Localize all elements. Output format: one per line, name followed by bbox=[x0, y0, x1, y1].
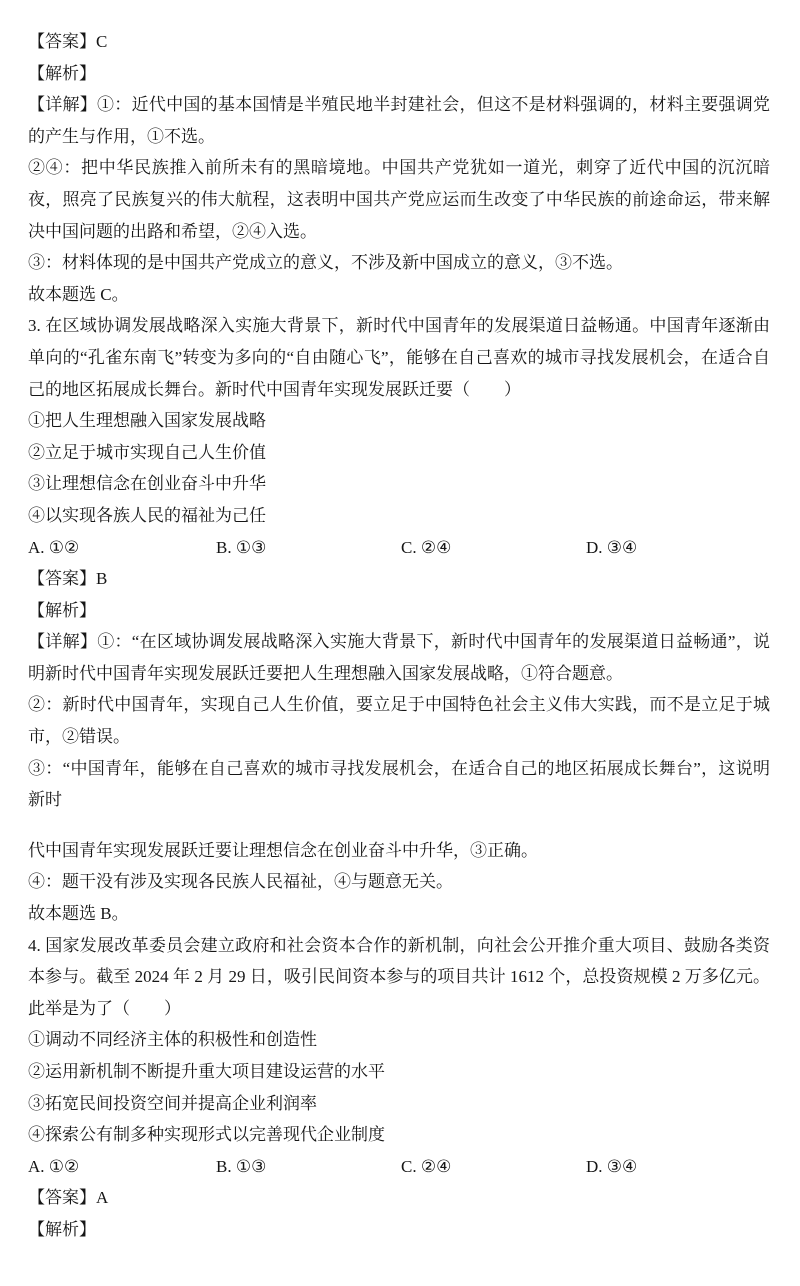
q3-choice-c: C. ②④ bbox=[401, 537, 452, 557]
q3-choice-b: B. ①③ bbox=[216, 537, 267, 557]
q4-choice-a: A. ①② bbox=[28, 1156, 80, 1176]
q4-option-1: ①调动不同经济主体的积极性和创造性 bbox=[28, 1030, 317, 1050]
q2-analysis-label: 【解析】 bbox=[28, 63, 96, 83]
q4-choice-d: D. ③④ bbox=[586, 1156, 638, 1176]
q3-option-2: ②立足于城市实现自己人生价值 bbox=[28, 442, 266, 462]
q3-detail-paragraph-3a: ③：“中国青年，能够在自己喜欢的城市寻找发展机会，在适合自己的地区拓展成长舞台”，这说明新时 bbox=[28, 758, 770, 810]
q3-option-3: ③让理想信念在创业奋斗中升华 bbox=[28, 474, 266, 494]
q4-choice-b: B. ①③ bbox=[216, 1156, 267, 1176]
q3-answer-line: 【答案】B bbox=[28, 569, 108, 589]
q4-analysis-label: 【解析】 bbox=[28, 1219, 96, 1239]
q2-detail-paragraph-3: ③：材料体现的是中国共产党成立的意义，不涉及新中国成立的意义，③不选。 bbox=[28, 253, 623, 273]
q2-conclusion-line: 故本题选 C。 bbox=[28, 284, 129, 304]
q4-option-3: ③拓宽民间投资空间并提高企业利润率 bbox=[28, 1093, 317, 1113]
q3-option-4: ④以实现各族人民的福祉为己任 bbox=[28, 505, 266, 525]
q4-question-stem: 4. 国家发展改革委员会建立政府和社会资本合作的新机制，向社会公开推介重大项目、鼓励各类资本参与。截至 2024 年 2 月 29 日，吸引民间资本参与的项目共计 1612 个，总投资规模 2 万多亿元。此举是为了（ ） bbox=[28, 935, 770, 1018]
q3-conclusion-line: 故本题选 B。 bbox=[28, 904, 129, 924]
q3-detail-paragraph-3b: 代中国青年实现发展跃迁要让理想信念在创业奋斗中升华，③正确。 bbox=[28, 840, 538, 860]
q4-choice-c: C. ②④ bbox=[401, 1156, 452, 1176]
q3-analysis-label: 【解析】 bbox=[28, 600, 96, 620]
q3-choice-d: D. ③④ bbox=[586, 537, 638, 557]
q3-choice-a: A. ①② bbox=[28, 537, 80, 557]
q4-option-4: ④探索公有制多种实现形式以完善现代企业制度 bbox=[28, 1125, 385, 1145]
q4-section bbox=[28, 930, 770, 1246]
q3-detail-paragraph-2: ②：新时代中国青年，实现自己人生价值，要立足于中国特色社会主义伟大实践，而不是立足于城市，②错误。 bbox=[28, 695, 770, 747]
q2-answer-line: 【答案】C bbox=[28, 32, 108, 51]
q3-section bbox=[28, 310, 770, 929]
q3-option-1: ①把人生理想融入国家发展战略 bbox=[28, 411, 266, 431]
q3-detail-paragraph-4: ④：题干没有涉及实现各民族人民福祉，④与题意无关。 bbox=[28, 872, 453, 892]
q4-option-2: ②运用新机制不断提升重大项目建设运营的水平 bbox=[28, 1062, 385, 1081]
q2-detail-paragraph-2: ②④：把中华民族推入前所未有的黑暗境地。中国共产党犹如一道光，刺穿了近代中国的沉沉暗夜，照亮了民族复兴的伟大航程，这表明中国共产党应运而生改变了中华民族的前途命运，带来解决中国问题的出路和希望，②④入选。 bbox=[28, 158, 770, 241]
q3-detail-paragraph-1: 【详解】①：“在区域协调发展战略深入实施大背景下，新时代中国青年的发展渠道日益畅通”，说明新时代中国青年实现发展跃迁要把人生理想融入国家发展战略，①符合题意。 bbox=[28, 632, 770, 683]
q2-detail-paragraph-1: 【详解】①：近代中国的基本国情是半殖民地半封建社会，但这不是材料强调的，材料主要强调党的产生与作用，①不选。 bbox=[28, 95, 770, 146]
q4-answer-line: 【答案】A bbox=[28, 1188, 109, 1208]
q3-choices-row bbox=[28, 532, 770, 564]
q2-explanation-section bbox=[28, 26, 770, 310]
q4-choices-row bbox=[28, 1151, 770, 1183]
q3-question-stem: 3. 在区域协调发展战略深入实施大背景下，新时代中国青年的发展渠道日益畅通。中国青年逐渐由单向的“孔雀东南飞”转变为多向的“自由随心飞”，能够在自己喜欢的城市寻找发展机会，在适合自己的地区拓展成长舞台。新时代中国青年实现发展跃迁要（ ） bbox=[28, 316, 770, 399]
